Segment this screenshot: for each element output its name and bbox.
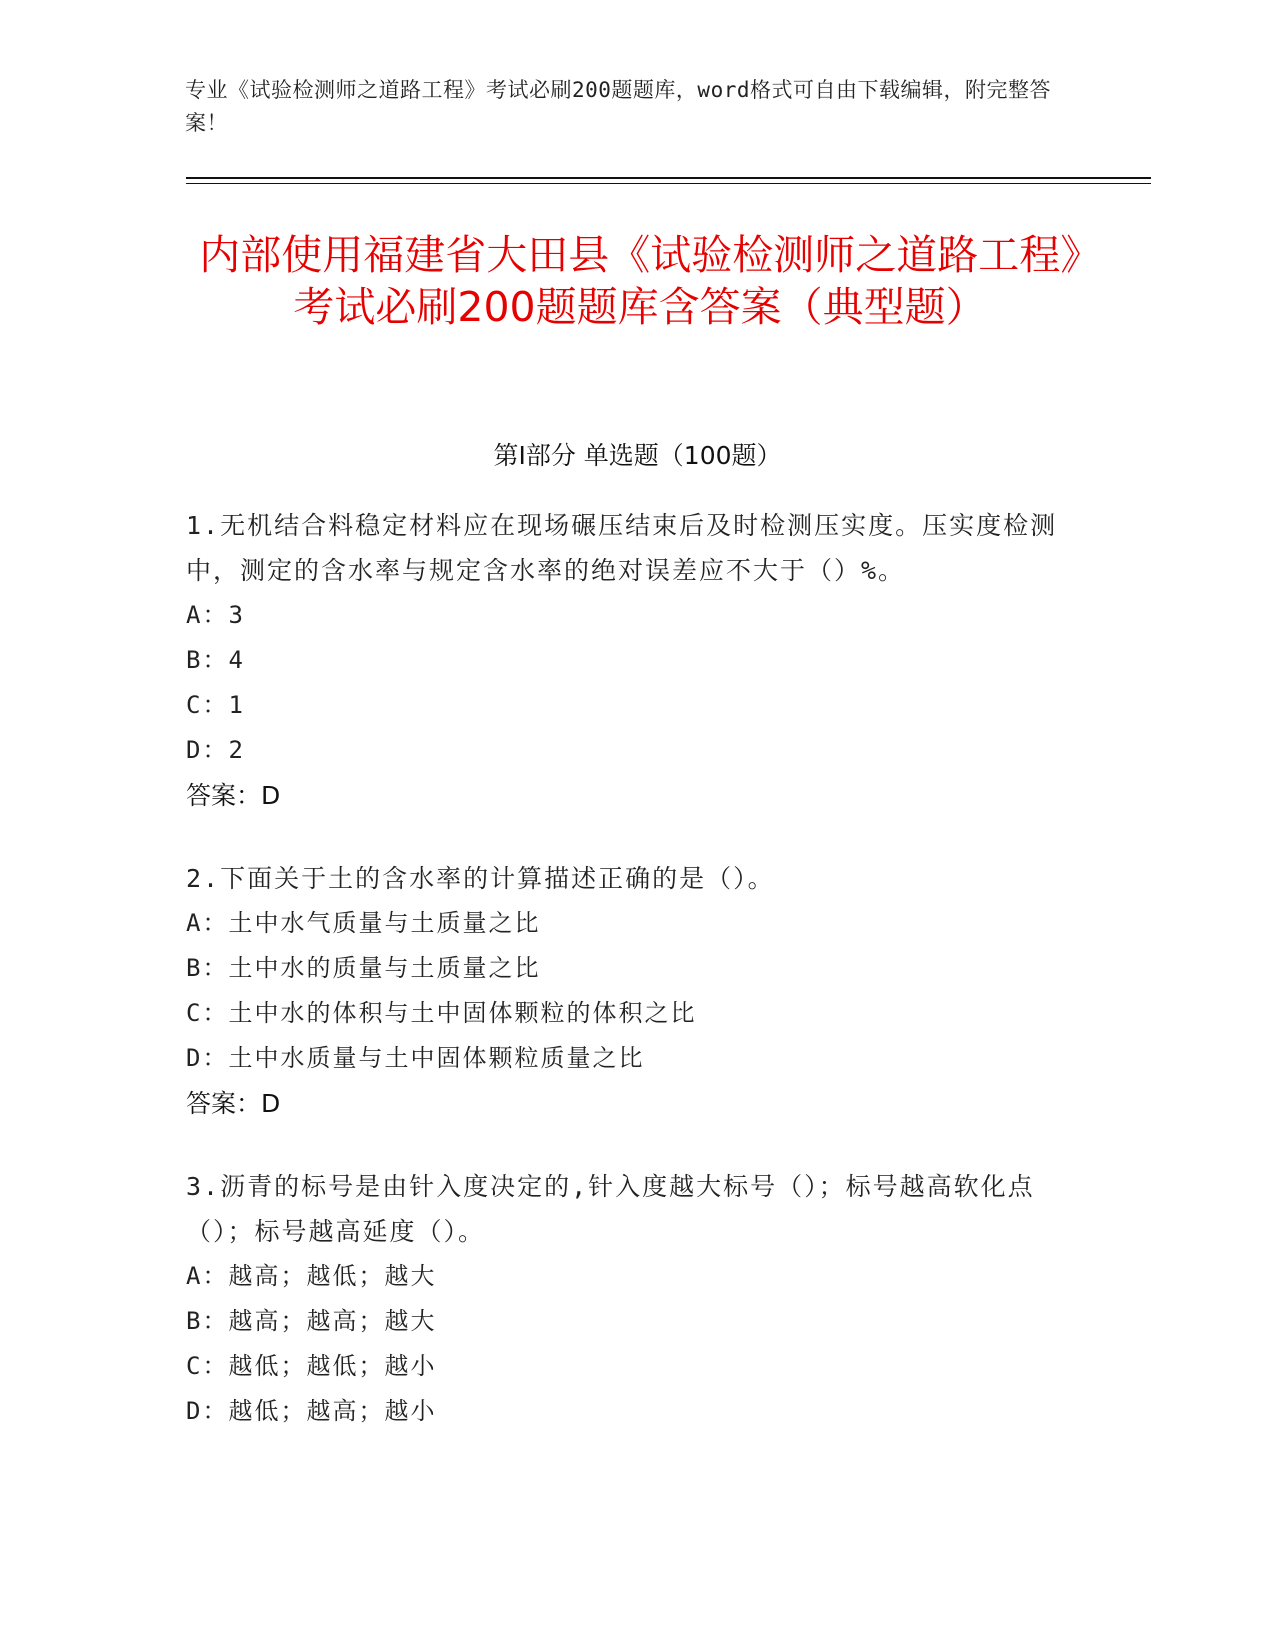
option-d: D：2 (186, 736, 245, 764)
question-1 (186, 503, 1076, 819)
question-2 (186, 856, 1076, 1127)
option-b: B：土中水的质量与土质量之比 (186, 954, 541, 982)
option-c: C：越低；越低；越小 (186, 1352, 437, 1380)
header-divider-thin (186, 183, 1151, 184)
header-divider-thick (186, 177, 1151, 179)
header-note: 专业《试验检测师之道路工程》考试必刷200题题库，word格式可自由下载编辑，附完整答案！ (185, 78, 1051, 135)
question-stem: 3.沥青的标号是由针入度决定的,针入度越大标号（）；标号越高软化点（）；标号越高延度（）。 (186, 1172, 1035, 1246)
option-c: C：土中水的体积与土中固体颗粒的体积之比 (186, 999, 697, 1027)
option-d: D：土中水质量与土中固体颗粒质量之比 (186, 1044, 645, 1072)
option-b: B：越高；越高；越大 (186, 1307, 437, 1335)
option-b: B：4 (186, 646, 245, 674)
section-heading: 第I部分 单选题（100题） (493, 441, 782, 470)
option-a: A：土中水气质量与土质量之比 (186, 909, 541, 937)
document-title: 内部使用福建省大田县《试验检测师之道路工程》考试必刷200题题库含答案（典型题） (199, 231, 1081, 331)
option-a: A：越高；越低；越大 (186, 1262, 437, 1290)
question-3 (186, 1164, 1076, 1434)
option-d: D：越低；越高；越小 (186, 1397, 437, 1425)
option-c: C：1 (186, 691, 245, 719)
question-stem: 2.下面关于土的含水率的计算描述正确的是（）。 (186, 864, 775, 893)
question-stem: 1.无机结合料稳定材料应在现场碾压结束后及时检测压实度。压实度检测中，测定的含水率与规定含水率的绝对误差应不大于（）%。 (186, 511, 1058, 585)
answer: 答案：D (186, 1089, 281, 1118)
option-a: A：3 (186, 601, 245, 629)
answer: 答案：D (186, 781, 281, 810)
